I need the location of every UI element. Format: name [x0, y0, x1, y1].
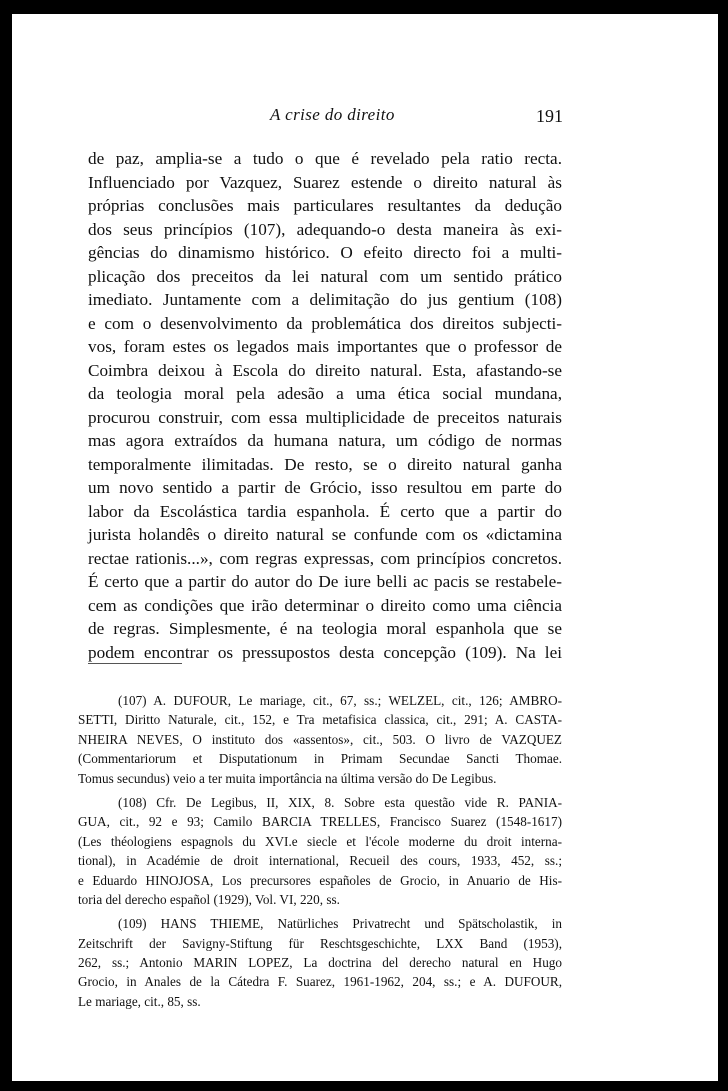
body-line: procurou construir, com essa multiplicidade de preceitos naturais — [88, 407, 562, 427]
note-line: (108) Cfr. De Legibus, II, XIX, 8. Sobre esta questão vide R. PANIA- — [118, 794, 562, 810]
note-line: Grocio, in Anales de la Cátedra F. Suarez, 1961-1962, 204, ss.; e A. DUFOUR, — [78, 974, 562, 990]
note-line: 262, ss.; Antonio MARIN LOPEZ, La doctrina del derecho natural en Hugo — [78, 955, 562, 971]
footnote-108 — [78, 793, 562, 909]
footnote-107 — [78, 691, 562, 788]
body-line: temporalmente ilimitadas. De resto, se o direito natural ganha — [88, 454, 562, 474]
footnote-divider — [88, 663, 182, 664]
page-header — [12, 102, 718, 128]
body-line: É certo que a partir do autor do De iure belli ac pacis se restabele- — [88, 572, 562, 591]
note-line: SETTI, Diritto Naturale, cit., 152, e Tra metafisica classica, cit., 291; A. CASTA- — [78, 712, 562, 728]
body-line: labor da Escolástica tardia espanhola. É certo que a partir do — [88, 501, 562, 521]
body-line: um novo sentido a partir de Grócio, isso resultou em parte do — [88, 478, 562, 497]
note-line: Le mariage, cit., 85, ss. — [78, 993, 201, 1009]
body-line: dos seus princípios (107), adequando-o desta maneira às exi- — [88, 219, 562, 239]
body-line: e com o desenvolvimento da problemática dos direitos subjecti- — [88, 313, 562, 333]
body-line: próprias conclusões mais particulares resultantes da dedução — [88, 196, 562, 215]
note-line: (Commentariorum et Disputationum in Primam Secundae Sancti Thomae. — [78, 751, 562, 767]
note-line: e Eduardo HINOJOSA, Los precursores españoles de Grocio, in Anuario de His- — [78, 872, 562, 888]
note-line: (Les théologiens espagnols du XVI.e siecle et l'école moderne du droit interna- — [78, 833, 562, 849]
body-line: jurista holandês o direito natural se confunde com os «dictamina — [88, 525, 562, 544]
body-line: podem encontrar os pressupostos desta concepção (109). Na lei — [88, 642, 562, 662]
body-line: Coimbra deixou à Escola do direito natural. Esta, afastando-se — [88, 360, 562, 380]
body-line: gências do dinamismo histórico. O efeito directo foi a multi- — [88, 243, 562, 262]
note-line: (109) HANS THIEME, Natürliches Privatrecht und Spätscholastik, in — [118, 916, 562, 932]
running-title: A crise do direito — [270, 105, 395, 124]
note-line: toria del derecho español (1929), Vol. VI, 220, ss. — [78, 891, 340, 907]
body-line: plicação dos preceitos da lei natural com um sentido prático — [88, 266, 562, 286]
page-number: 191 — [536, 106, 563, 126]
footnote-109 — [78, 914, 562, 1011]
body-line: Influenciado por Vazquez, Suarez estende o direito natural às — [88, 172, 562, 192]
body-line: imediato. Juntamente com a delimitação do jus gentium (108) — [88, 290, 562, 309]
note-line: tional), in Académie de droit international, Recueil des cours, 1933, 452, ss.; — [78, 853, 562, 869]
note-line: (107) A. DUFOUR, Le mariage, cit., 67, ss.; WELZEL, cit., 126; AMBRO- — [118, 693, 562, 708]
body-line: de paz, amplia-se a tudo o que é revelado pela ratio recta. — [88, 149, 562, 168]
body-line: mas agora extraídos da humana natura, um código de normas — [88, 431, 562, 450]
footnotes — [78, 691, 562, 1016]
body-line: da teologia moral pela adesão a uma ética social mundana, — [88, 384, 562, 403]
note-line: Tomus secundus) veio a ter muita importância na última versão do De Legibus. — [78, 770, 497, 786]
body-line: rectae rationis...», com regras expressas, com princípios concretos. — [88, 548, 562, 568]
body-text — [88, 147, 562, 664]
book-page — [12, 14, 718, 1081]
note-line: NHEIRA NEVES, O instituto dos «assentos», cit., 503. O livro de VAZQUEZ — [78, 731, 562, 747]
note-line: GUA, cit., 92 e 93; Camilo BARCIA TRELLES, Francisco Suarez (1548-1617) — [78, 814, 562, 830]
body-line: vos, foram estes os legados mais importantes que o professor de — [88, 337, 562, 356]
body-line: cem as condições que irão determinar o direito como uma ciência — [88, 595, 562, 615]
body-line: de regras. Simplesmente, é na teologia moral espanhola que se — [88, 619, 562, 638]
note-line: Zeitschrift der Savigny-Stiftung für Reschtsgeschichte, LXX Band (1953), — [78, 935, 562, 951]
